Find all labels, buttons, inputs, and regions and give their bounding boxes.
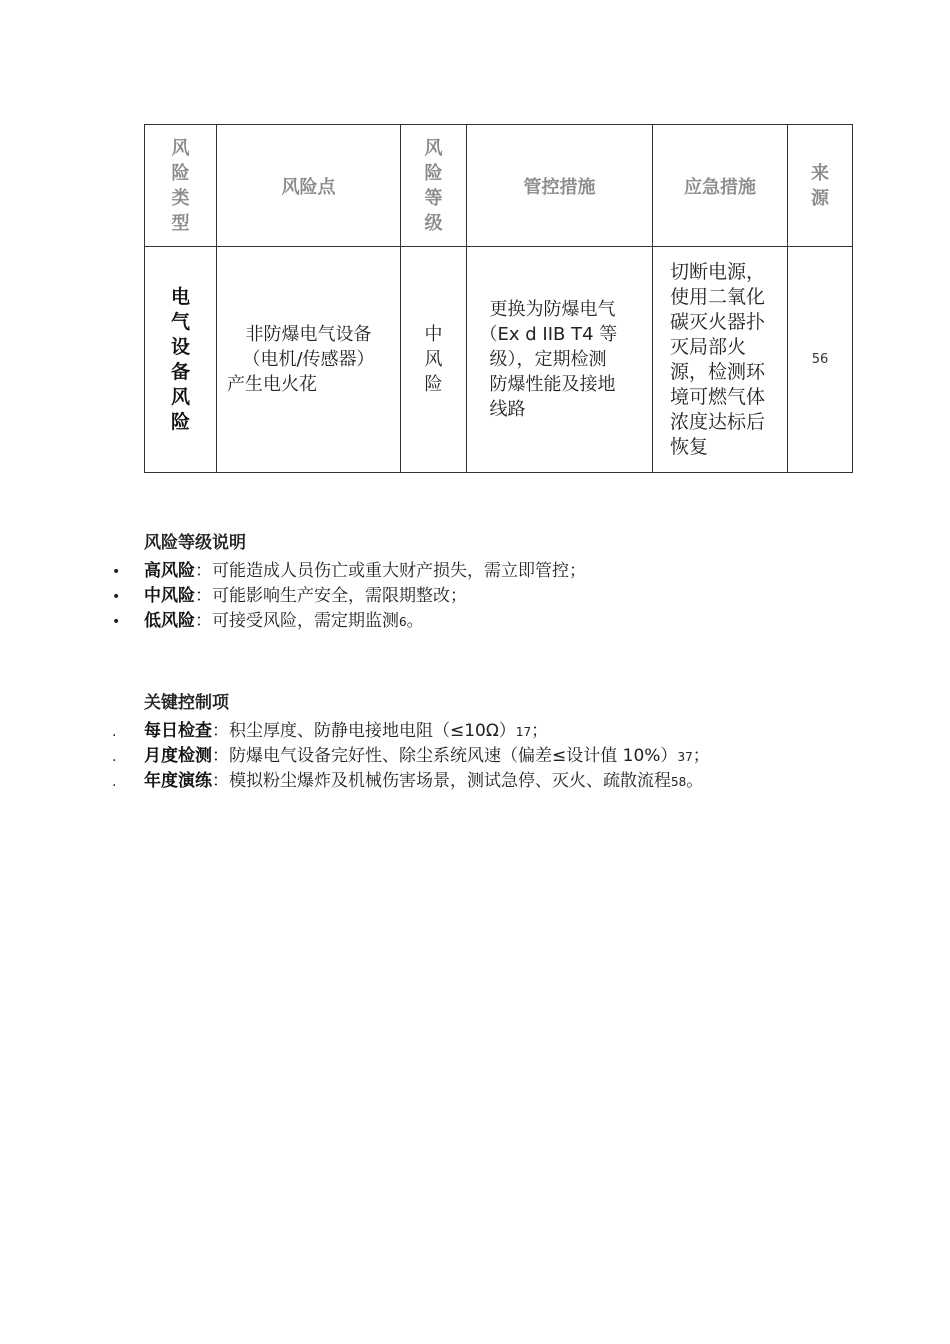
cell-risk-level: 中风险 <box>401 247 467 473</box>
bullet-marker: • <box>112 614 121 630</box>
table-row <box>145 247 853 473</box>
bullet-marker: . <box>112 724 117 740</box>
cell-control-measures <box>467 247 653 473</box>
control-line: （Ex d IIB T4 等 <box>479 324 618 345</box>
citation-ref: 37 <box>677 750 693 764</box>
control-line: 级），定期检测 <box>489 349 607 370</box>
header-risk-type: 风险类型 <box>145 125 217 247</box>
risk-point-line: 产生电火花 <box>227 374 317 395</box>
header-emergency-measures: 应急措施 <box>653 125 788 247</box>
list-item <box>112 719 710 744</box>
header-risk-level: 风险等级 <box>401 125 467 247</box>
control-line: 防爆性能及接地 <box>489 374 616 395</box>
list-text: ：积尘厚度、防静电接地电阻（≤10Ω） <box>212 721 516 741</box>
list-item <box>112 584 586 609</box>
list-tail: ； <box>692 746 710 766</box>
list-item <box>112 559 586 584</box>
list-item <box>112 769 710 794</box>
cell-source: 56 <box>788 247 853 473</box>
list-term: 中风险 <box>144 586 195 606</box>
list-tail: ； <box>531 721 549 741</box>
risk-level-list <box>112 559 586 634</box>
list-text: ：可能影响生产安全，需限期整改； <box>195 586 467 606</box>
header-source: 来源 <box>788 125 853 247</box>
risk-point-line: 非防爆电气设备 <box>245 324 372 345</box>
bullet-marker: • <box>112 564 121 580</box>
key-controls-title: 关键控制项 <box>144 693 229 713</box>
emergency-text: 切断电源，使用二氧化碳灭火器扑灭局部火源，检测环境可燃气体浓度达标后恢复 <box>670 260 766 458</box>
list-tail: 。 <box>686 771 704 791</box>
list-term: 年度演练 <box>144 771 212 791</box>
cell-risk-type: 电气设备风险 <box>145 247 217 473</box>
control-line: 更换为防爆电气 <box>489 299 616 320</box>
bullet-marker: . <box>112 749 117 765</box>
cell-emergency-measures <box>653 247 788 473</box>
list-text: ：防爆电气设备完好性、除尘系统风速（偏差≤设计值 10%） <box>212 746 678 766</box>
cell-risk-point <box>217 247 401 473</box>
control-line: 线路 <box>489 399 526 420</box>
list-text: ：可能造成人员伤亡或重大财产损失，需立即管控； <box>195 561 586 581</box>
list-item <box>112 744 710 769</box>
bullet-marker: . <box>112 774 117 790</box>
risk-point-line: （电机/传感器） <box>242 349 375 370</box>
list-tail: 。 <box>406 611 424 631</box>
list-term: 每日检查 <box>144 721 212 741</box>
citation-ref: 58 <box>671 775 687 789</box>
risk-table <box>144 124 853 473</box>
citation-ref: 6 <box>399 615 407 629</box>
list-text: ：可接受风险，需定期监测 <box>195 611 399 631</box>
key-controls-list <box>112 719 710 794</box>
header-risk-point: 风险点 <box>217 125 401 247</box>
list-term: 高风险 <box>144 561 195 581</box>
bullet-marker: • <box>112 589 121 605</box>
table-header-row <box>145 125 853 247</box>
citation-ref: 17 <box>515 725 532 739</box>
list-term: 月度检测 <box>144 746 212 766</box>
risk-level-title: 风险等级说明 <box>144 533 246 553</box>
list-item <box>112 609 586 634</box>
list-text: ：模拟粉尘爆炸及机械伤害场景，测试急停、灭火、疏散流程 <box>212 771 671 791</box>
list-term: 低风险 <box>144 611 195 631</box>
header-control-measures: 管控措施 <box>467 125 653 247</box>
